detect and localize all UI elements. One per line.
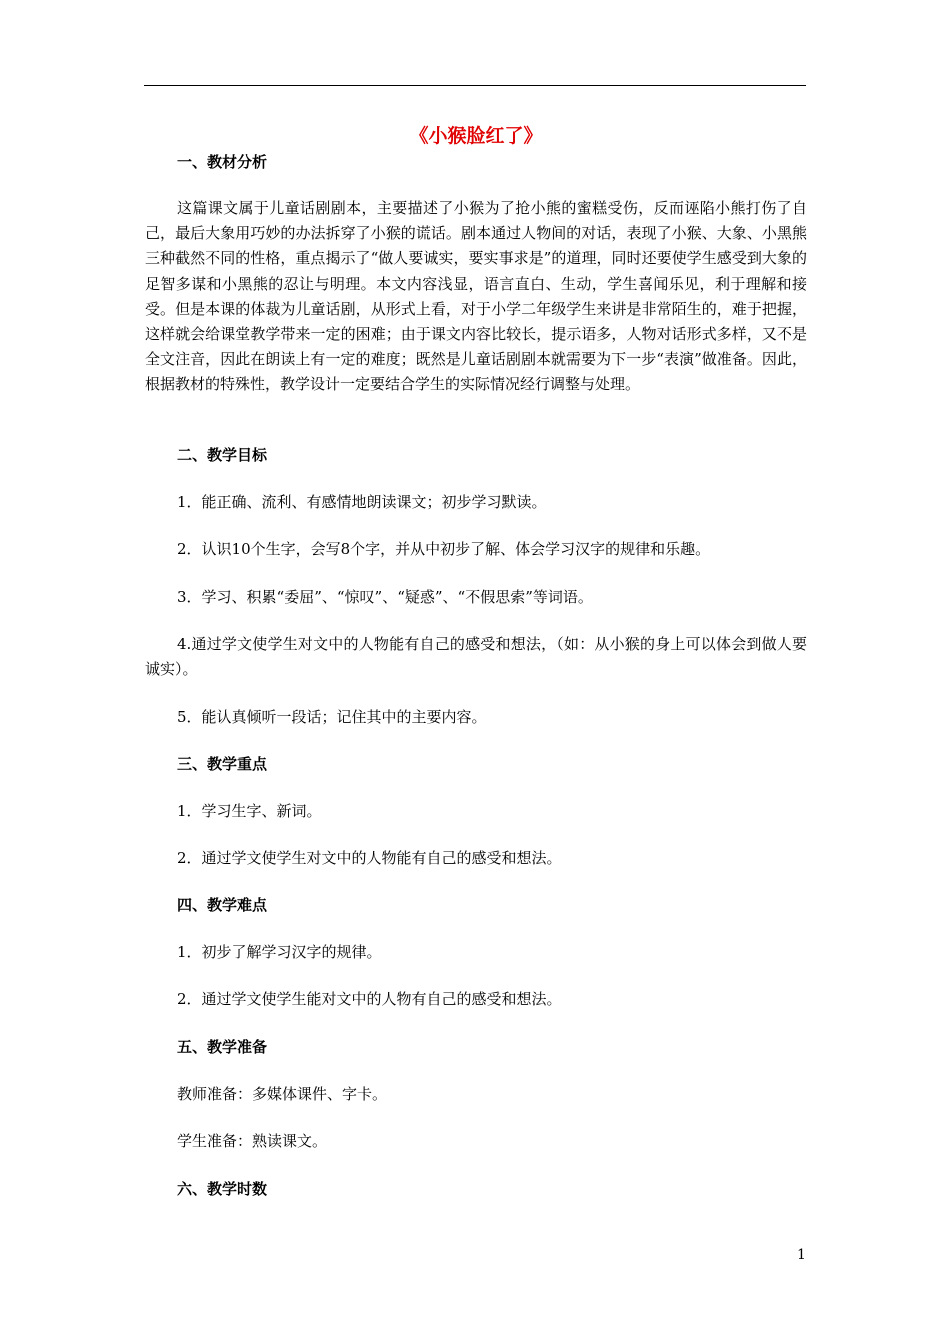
- section-heading-textbook-analysis: 一、教材分析: [177, 153, 268, 171]
- textbook-analysis-paragraph: 这篇课文属于儿童话剧剧本，主要描述了小猴为了抢小熊的蜜糕受伤，反而诬陷小熊打伤了自己，最后大象用巧妙的办法拆穿了小猴的谎话。剧本通过人物间的对话，表现了小猴、大象、小黑熊三种截然不同的性格，重点揭示了“做人要诚实，要实事求是”的道理，同时还要使学生感受到大象的足智多谋和小黑熊的忍让与明理。本文内容浅显，语言直白、生动，学生喜闻乐见，利于理解和接受。但是本课的体裁为儿童话剧，从形式上看，对于小学二年级学生来讲是非常陌生的，难于把握，这样就会给课堂教学带来一定的困难；由于课文内容比较长，提示语多，人物对话形式多样，又不是全文注音，因此在朗读上有一定的难度；既然是儿童话剧剧本就需要为下一步“表演”做准备。因此，根据教材的特殊性，教学设计一定要结合学生的实际情况经行调整与处理。: [145, 199, 807, 394]
- header-rule: [144, 85, 806, 86]
- goal-item-2: 2．认识10个生字，会写8个字，并从中初步了解、体会学习汉字的规律和乐趣。: [177, 540, 711, 558]
- goal-item-3: 3．学习、积累“委屈”、“惊叹”、“疑惑”、“不假思索”等词语。: [177, 588, 593, 606]
- difficulty-item-2: 2．通过学文使学生能对文中的人物有自己的感受和想法。: [177, 990, 562, 1008]
- section-heading-difficulties: 四、教学难点: [177, 896, 268, 914]
- goal-item-5: 5．能认真倾听一段话；记住其中的主要内容。: [177, 708, 487, 726]
- preparation-student: 学生准备：熟读课文。: [177, 1132, 328, 1150]
- goal-item-4: 4.通过学文使学生对文中的人物能有自己的感受和想法，（如：从小猴的身上可以体会到做人要诚实）。: [145, 635, 807, 678]
- preparation-teacher: 教师准备：多媒体课件、字卡。: [177, 1085, 388, 1103]
- section-heading-class-hours: 六、教学时数: [177, 1180, 268, 1198]
- section-heading-preparation: 五、教学准备: [177, 1038, 268, 1056]
- key-point-item-1: 1．学习生字、新词。: [177, 802, 322, 820]
- goal-item-1: 1．能正确、流利、有感情地朗读课文；初步学习默读。: [177, 493, 547, 511]
- difficulty-item-1: 1．初步了解学习汉字的规律。: [177, 943, 382, 961]
- page-number: 1: [797, 1247, 806, 1263]
- section-heading-teaching-goals: 二、教学目标: [177, 446, 268, 464]
- section-heading-key-points: 三、教学重点: [177, 755, 268, 773]
- document-title: 《小猴脸红了》: [409, 125, 543, 147]
- key-point-item-2: 2．通过学文使学生对文中的人物能有自己的感受和想法。: [177, 849, 562, 867]
